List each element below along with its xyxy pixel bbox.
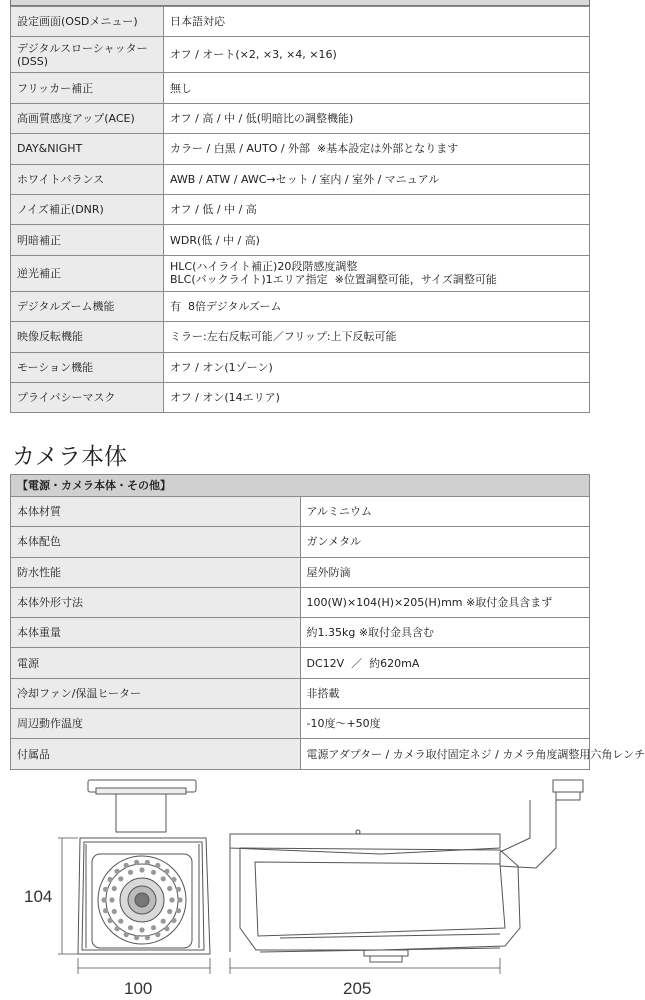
spec-value: 100(W)×104(H)×205(H)mm ※取付金具含まず [300, 587, 590, 617]
spec-value: オフ / オン(14エリア) [164, 382, 590, 412]
led-dot [176, 887, 181, 892]
led-dot [139, 927, 144, 932]
spec-value: WDR(低 / 中 / 高) [164, 225, 590, 255]
led-dot [151, 925, 156, 930]
led-dot [115, 926, 120, 931]
led-dot [167, 909, 172, 914]
spec-label: デジタルスローシャッター (DSS) [11, 37, 164, 73]
spec-value: HLC(ハイライト補正)20段階感度調整 BLC(バックライト)1エリア指定 ※位置調整可能，サイズ調整可能 [164, 255, 590, 291]
table-row [11, 557, 590, 587]
led-dot [167, 886, 172, 891]
led-dot [171, 918, 176, 923]
led-dot [176, 908, 181, 913]
table-header: 【電源・カメラ本体・その他】 [11, 475, 590, 497]
table-row [11, 497, 590, 527]
camera-front-view [78, 780, 210, 954]
spec-value: ガンメタル [300, 527, 590, 557]
table-row [11, 291, 590, 321]
spec-value: アルミニウム [300, 497, 590, 527]
width-dimension-label: 100 [124, 979, 153, 998]
led-dot [112, 886, 117, 891]
spec-label: 冷却ファン/保温ヒーター [11, 678, 301, 708]
spec-value: ミラー:左右反転可能／フリップ:上下反転可能 [164, 322, 590, 352]
led-dot [145, 935, 150, 940]
spec-value: DC12V ／ 約620mA [300, 648, 590, 678]
led-dot [124, 863, 129, 868]
led-dot [115, 869, 120, 874]
spec-label: 周辺動作温度 [11, 709, 301, 739]
table-row [11, 73, 590, 103]
spec-value: 屋外防滴 [300, 557, 590, 587]
table-header-row [11, 475, 590, 497]
spec-label: 本体配色 [11, 527, 301, 557]
spec-label: 電源 [11, 648, 301, 678]
led-dot [107, 877, 112, 882]
spec-label: 逆光補正 [11, 255, 164, 291]
spec-label: モーション機能 [11, 352, 164, 382]
table-row [11, 103, 590, 133]
table-row [11, 322, 590, 352]
led-dot [171, 877, 176, 882]
spec-label: ノイズ補正(DNR) [11, 194, 164, 224]
function-spec-table [10, 6, 590, 413]
led-dot [124, 932, 129, 937]
led-dot [134, 860, 139, 865]
led-dot [169, 897, 174, 902]
led-dot [161, 919, 166, 924]
spec-value: 約1.35kg ※取付金具含む [300, 618, 590, 648]
table-row [11, 739, 590, 769]
spec-value: 日本語対応 [164, 7, 590, 37]
spec-label: プライバシーマスク [11, 382, 164, 412]
led-dot [134, 935, 139, 940]
spec-label: DAY&NIGHT [11, 134, 164, 164]
led-dot [164, 926, 169, 931]
led-dot [128, 925, 133, 930]
led-dot [109, 897, 114, 902]
spec-value: オフ / オート(×2, ×3, ×4, ×16) [164, 37, 590, 73]
table-row [11, 709, 590, 739]
led-dot [128, 870, 133, 875]
spec-value: AWB / ATW / AWC→セット / 室内 / 室外 / マニュアル [164, 164, 590, 194]
table-row [11, 678, 590, 708]
section-title: カメラ本体 [12, 444, 127, 470]
camera-dimension-diagram [0, 778, 600, 1000]
led-dot [101, 897, 106, 902]
spec-label: デジタルズーム機能 [11, 291, 164, 321]
spec-label: 映像反転機能 [11, 322, 164, 352]
led-dot [155, 863, 160, 868]
led-dot [151, 870, 156, 875]
spec-label: 明暗補正 [11, 225, 164, 255]
spec-value: オフ / 低 / 中 / 高 [164, 194, 590, 224]
led-dot [164, 869, 169, 874]
body-spec-table [10, 474, 645, 770]
table-row [11, 618, 590, 648]
led-dot [107, 918, 112, 923]
spec-label: 付属品 [11, 739, 301, 769]
led-dot [103, 887, 108, 892]
spec-value: 無し [164, 73, 590, 103]
led-dot [118, 876, 123, 881]
spec-label: 本体材質 [11, 497, 301, 527]
spec-label: 設定画面(OSDメニュー) [11, 7, 164, 37]
led-dot [139, 867, 144, 872]
led-dot [145, 860, 150, 865]
table-row [11, 164, 590, 194]
spec-value: オフ / オン(1ゾーン) [164, 352, 590, 382]
table-row [11, 134, 590, 164]
depth-dimension-label: 205 [343, 979, 372, 998]
height-dimension-label: 104 [24, 887, 53, 906]
spec-label: 高画質感度アップ(ACE) [11, 103, 164, 133]
table-row [11, 7, 590, 37]
led-dot [155, 932, 160, 937]
spec-value: オフ / 高 / 中 / 低(明暗比の調整機能) [164, 103, 590, 133]
table-row [11, 587, 590, 617]
table-row [11, 37, 590, 73]
table-row [11, 352, 590, 382]
led-dot [161, 876, 166, 881]
spec-value: カラー / 白黒 / AUTO / 外部 ※基本設定は外部となります [164, 134, 590, 164]
table-row [11, 648, 590, 678]
table-row [11, 527, 590, 557]
table-row [11, 382, 590, 412]
spec-label: 防水性能 [11, 557, 301, 587]
spec-label: 本体外形寸法 [11, 587, 301, 617]
camera-side-view [230, 780, 583, 962]
led-dot [177, 897, 182, 902]
table-row [11, 225, 590, 255]
spec-value: 非搭載 [300, 678, 590, 708]
led-dot [103, 908, 108, 913]
spec-label: フリッカー補正 [11, 73, 164, 103]
table-row [11, 194, 590, 224]
spec-value: -10度〜+50度 [300, 709, 590, 739]
spec-value: 電源アダプター / カメラ取付固定ネジ / カメラ角度調整用六角レンチ [300, 739, 590, 769]
led-dot [118, 919, 123, 924]
led-dot [112, 909, 117, 914]
spec-label: ホワイトバランス [11, 164, 164, 194]
table-row [11, 255, 590, 291]
spec-value: 有 8倍デジタルズーム [164, 291, 590, 321]
spec-label: 本体重量 [11, 618, 301, 648]
